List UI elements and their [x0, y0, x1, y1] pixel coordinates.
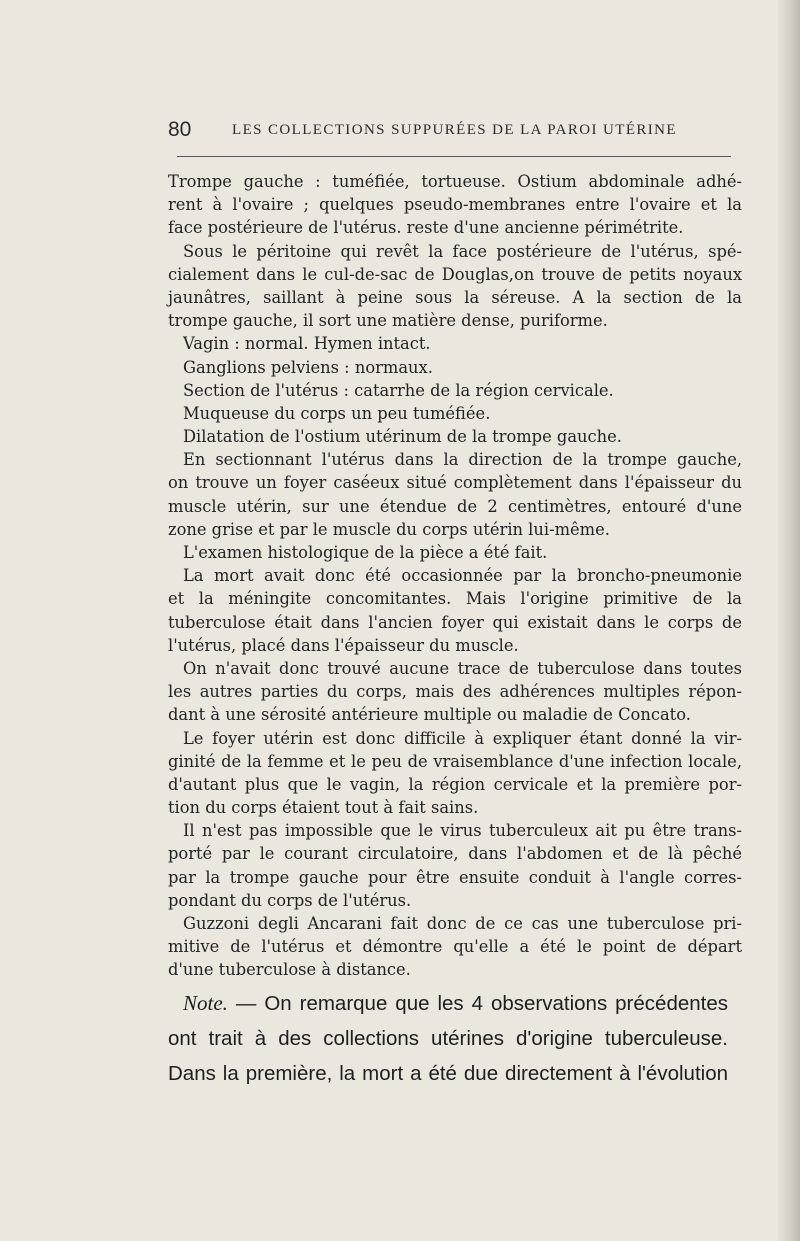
body-line: tuberculose était dans l'ancien foyer qui existait dans le corps de: [168, 612, 742, 632]
body-line: pondant du corps de l'utérus.: [168, 890, 412, 910]
page-number: 80: [168, 118, 192, 141]
body-line: On n'avait donc trouvé aucune trace de tuberculose dans toutes: [183, 658, 742, 678]
body-line: par la trompe gauche pour être ensuite conduit à l'angle corres-: [168, 867, 742, 887]
body-line: Ganglions pelviens : normaux.: [183, 357, 433, 377]
body-line: Dilatation de l'ostium utérinum de la trompe gauche.: [183, 427, 622, 447]
body-line: Trompe gauche : tuméfiée, tortueuse. Ostium abdominale adhé-: [168, 172, 742, 191]
body-line: trompe gauche, il sort une matière dense, puriforme.: [168, 311, 608, 331]
note-line: ont trait à des collections utérines d'origine tuberculeuse.: [168, 1027, 728, 1050]
body-line: d'autant plus que le vagin, la région cervicale et la première por-: [168, 774, 742, 794]
body-line: muscle utérin, sur une étendue de 2 centimètres, entouré d'une: [168, 496, 742, 516]
body-line: porté par le courant circulatoire, dans l'abdomen et de là pêché: [168, 844, 742, 864]
body-line: les autres parties du corps, mais des adhérences multiples répon-: [168, 682, 742, 702]
body-line: cialement dans le cul-de-sac de Douglas,on trouve de petits noyaux: [168, 264, 742, 284]
body-line: Il n'est pas impossible que le virus tuberculeux ait pu être trans-: [183, 821, 742, 841]
note-block: [168, 986, 728, 1091]
body-line: l'utérus, placé dans l'épaisseur du muscle.: [168, 635, 519, 655]
body-line: Sous le péritoine qui revêt la face postérieure de l'utérus, spé-: [183, 241, 742, 261]
body-line: face postérieure de l'utérus. reste d'une ancienne périmétrite.: [168, 218, 684, 238]
body-line: L'examen histologique de la pièce a été fait.: [183, 543, 548, 562]
body-line: on trouve un foyer caséeux situé complètement dans l'épaisseur du: [168, 473, 742, 493]
body-line: jaunâtres, saillant à peine sous la séreuse. A la section de la: [168, 287, 742, 307]
body-line: Vagin : normal. Hymen intact.: [183, 334, 431, 354]
page-header: [168, 118, 728, 144]
body-line: rent à l'ovaire ; quelques pseudo-membranes entre l'ovaire et la: [168, 195, 742, 215]
note-line: [168, 986, 728, 1021]
body-line: En sectionnant l'utérus dans la direction de la trompe gauche,: [183, 450, 742, 470]
body-line: dant à une sérosité antérieure multiple ou maladie de Concato.: [168, 705, 691, 725]
running-title: LES COLLECTIONS SUPPURÉES DE LA PAROI UTÉRINE: [232, 122, 677, 138]
body-line: tion du corps étaient tout à fait sains.: [168, 798, 479, 818]
body-line: Le foyer utérin est donc difficile à expliquer étant donné la vir-: [183, 728, 742, 748]
body-line: d'une tuberculose à distance.: [168, 960, 411, 980]
body-line: Section de l'utérus : catarrhe de la région cervicale.: [183, 380, 614, 400]
body-line: ginité de la femme et le peu de vraisemblance d'une infection locale,: [168, 751, 742, 771]
note-text: — On remarque que les 4 observations précédentes: [227, 992, 728, 1015]
body-line: Guzzoni degli Ancarani fait donc de ce cas une tuberculose pri-: [183, 914, 742, 933]
body-line: et la méningite concomitantes. Mais l'origine primitive de la: [168, 589, 742, 609]
page-edge-shadow: [778, 0, 800, 1241]
body-line: zone grise et par le muscle du corps utérin lui-même.: [168, 519, 610, 539]
header-rule: [177, 156, 731, 157]
body-line: Muqueuse du corps un peu tuméfiée.: [183, 403, 491, 423]
note-label: Note.: [183, 991, 228, 1015]
body-text: [168, 170, 742, 982]
body-line: mitive de l'utérus et démontre qu'elle a été le point de départ: [168, 937, 742, 957]
body-line: La mort avait donc été occasionnée par la broncho-pneumonie: [183, 566, 742, 586]
note-line: Dans la première, la mort a été due directement à l'évolution: [168, 1062, 728, 1085]
